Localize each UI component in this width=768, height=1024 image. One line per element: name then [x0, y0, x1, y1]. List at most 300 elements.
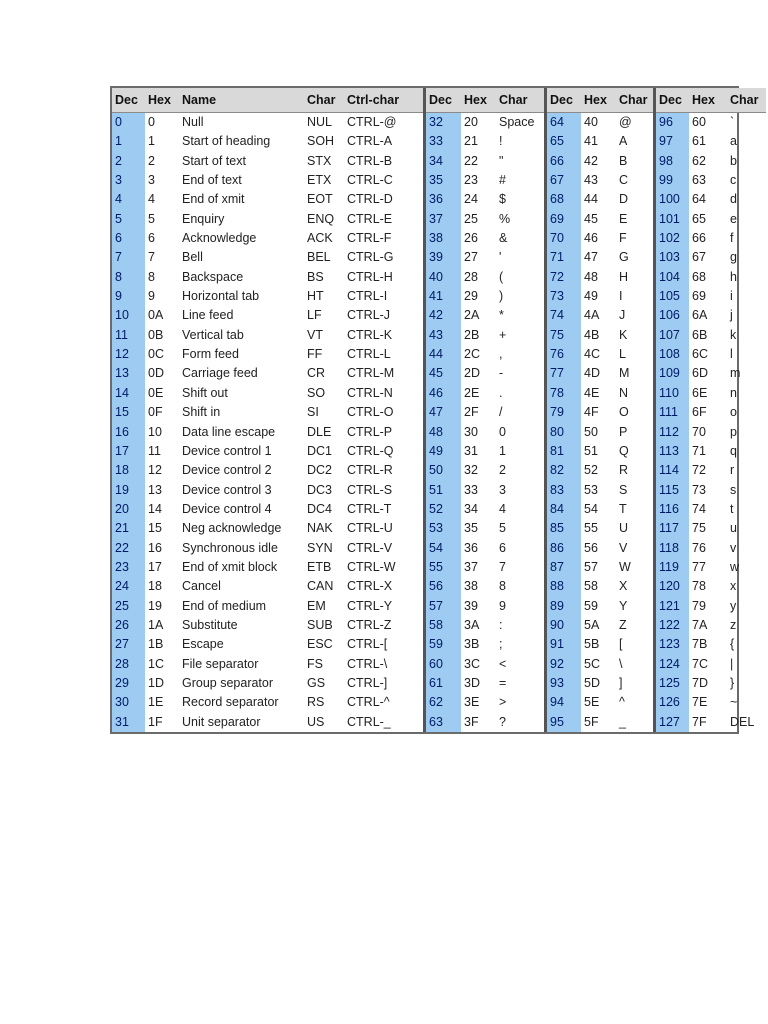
char-cell: e — [730, 211, 737, 226]
table-row — [656, 481, 766, 500]
hex-cell: 5 — [148, 211, 155, 226]
char-cell: ETB — [307, 559, 332, 574]
ctrl-char-cell: CTRL-B — [347, 153, 393, 168]
table-row — [547, 442, 653, 461]
name-cell: Shift out — [182, 385, 228, 400]
table-row — [547, 693, 653, 712]
dec-cell: 9 — [112, 287, 145, 306]
dec-cell: 71 — [547, 248, 581, 267]
dec-cell: 109 — [656, 364, 689, 383]
name-cell: End of text — [182, 173, 242, 188]
ctrl-char-cell: CTRL-H — [347, 269, 393, 284]
char-cell: p — [730, 424, 737, 439]
char-cell: 6 — [499, 540, 506, 555]
hex-cell: 40 — [584, 115, 598, 129]
char-cell: g — [730, 250, 737, 265]
ctrl-char-cell: CTRL-Q — [347, 443, 394, 458]
dec-cell: 91 — [547, 635, 581, 654]
header-char: Char — [307, 93, 336, 107]
hex-cell: 0F — [148, 405, 163, 420]
char-cell: - — [499, 366, 504, 381]
table-row — [547, 403, 653, 422]
ctrl-char-cell: CTRL-P — [347, 424, 393, 439]
hex-cell: 50 — [584, 424, 598, 439]
char-cell: x — [730, 579, 737, 594]
char-cell: DC4 — [307, 501, 333, 516]
name-cell: Shift in — [182, 405, 221, 420]
char-cell: 5 — [499, 521, 506, 536]
hex-cell: 42 — [584, 153, 598, 168]
table-row — [656, 152, 766, 171]
char-cell: | — [730, 656, 734, 671]
char-cell: l — [730, 347, 733, 362]
table-row — [656, 326, 766, 345]
table-row — [112, 597, 423, 616]
hex-cell: 28 — [464, 269, 478, 284]
name-cell: Device control 2 — [182, 463, 272, 478]
table-row — [426, 132, 544, 151]
table-row — [426, 481, 544, 500]
ctrl-char-cell: CTRL-A — [347, 134, 393, 149]
dec-cell: 118 — [656, 539, 689, 558]
dec-cell: 108 — [656, 345, 689, 364]
char-cell: F — [619, 231, 627, 246]
hex-cell: 7B — [692, 637, 708, 652]
dec-cell: 86 — [547, 539, 581, 558]
dec-cell: 7 — [112, 248, 145, 267]
char-cell: < — [499, 656, 507, 671]
ctrl-char-cell: CTRL-Z — [347, 617, 392, 632]
table-row — [112, 113, 423, 132]
table-row — [426, 442, 544, 461]
hex-cell: 52 — [584, 463, 598, 478]
dec-cell: 65 — [547, 132, 581, 151]
table-row — [547, 500, 653, 519]
char-cell: NAK — [307, 521, 333, 536]
table-row — [547, 287, 653, 306]
table-row — [112, 442, 423, 461]
dec-cell: 38 — [426, 229, 461, 248]
ctrl-char-cell: CTRL-T — [347, 501, 392, 516]
char-cell: BS — [307, 269, 324, 284]
header-dec: Dec — [550, 93, 573, 107]
name-cell: Acknowledge — [182, 231, 257, 246]
dec-cell: 70 — [547, 229, 581, 248]
dec-cell: 80 — [547, 423, 581, 442]
char-cell: = — [499, 675, 507, 690]
dec-cell: 110 — [656, 384, 689, 403]
ctrl-char-cell: CTRL-O — [347, 405, 394, 420]
dec-cell: 90 — [547, 616, 581, 635]
table-row — [112, 287, 423, 306]
header-name: Name — [182, 93, 217, 107]
table-row — [426, 403, 544, 422]
table-row — [426, 558, 544, 577]
dec-cell: 125 — [656, 674, 689, 693]
name-cell: Unit separator — [182, 714, 261, 729]
dec-cell: 51 — [426, 481, 461, 500]
table-row — [547, 171, 653, 190]
char-cell: ` — [730, 115, 735, 129]
table-row — [547, 364, 653, 383]
dec-cell: 22 — [112, 539, 145, 558]
dec-cell: 85 — [547, 519, 581, 538]
dec-cell: 33 — [426, 132, 461, 151]
table-row — [547, 210, 653, 229]
hex-cell: 4A — [584, 308, 600, 323]
header-hex: Hex — [148, 93, 171, 107]
table-row — [656, 113, 766, 132]
hex-cell: 65 — [692, 211, 706, 226]
char-cell: B — [619, 153, 628, 168]
table-row — [112, 713, 423, 732]
dec-cell: 93 — [547, 674, 581, 693]
dec-cell: 124 — [656, 655, 689, 674]
char-cell: . — [499, 385, 503, 400]
hex-cell: 0E — [148, 385, 164, 400]
char-cell: c — [730, 173, 737, 188]
table-row — [656, 442, 766, 461]
name-cell: Carriage feed — [182, 366, 258, 381]
dec-cell: 24 — [112, 577, 145, 596]
header-dec: Dec — [659, 93, 682, 107]
hex-cell: 0A — [148, 308, 164, 323]
hex-cell: 76 — [692, 540, 706, 555]
table-row — [426, 616, 544, 635]
hex-cell: 2D — [464, 366, 480, 381]
ctrl-char-cell: CTRL-L — [347, 347, 391, 362]
table-row — [112, 693, 423, 712]
name-cell: Escape — [182, 637, 224, 652]
table-row — [426, 306, 544, 325]
dec-cell: 11 — [112, 326, 145, 345]
hex-cell: 55 — [584, 521, 598, 536]
char-cell: ; — [499, 637, 503, 652]
hex-cell: 6F — [692, 405, 707, 420]
char-cell: / — [499, 405, 503, 420]
hex-cell: 61 — [692, 134, 706, 149]
char-cell: O — [619, 405, 629, 420]
char-cell: i — [730, 289, 733, 304]
char-cell: S — [619, 482, 628, 497]
dec-cell: 103 — [656, 248, 689, 267]
hex-cell: 30 — [464, 424, 478, 439]
dec-cell: 8 — [112, 268, 145, 287]
table-row — [426, 268, 544, 287]
dec-cell: 117 — [656, 519, 689, 538]
table-row — [656, 403, 766, 422]
name-cell: Device control 1 — [182, 443, 272, 458]
table-row — [426, 190, 544, 209]
ctrl-char-cell: CTRL-J — [347, 308, 391, 323]
hex-cell: 79 — [692, 598, 706, 613]
table-row — [112, 674, 423, 693]
dec-cell: 102 — [656, 229, 689, 248]
hex-cell: 32 — [464, 463, 478, 478]
char-cell: ] — [619, 675, 623, 690]
dec-cell: 120 — [656, 577, 689, 596]
char-cell: W — [619, 559, 631, 574]
dec-cell: 6 — [112, 229, 145, 248]
name-cell: Form feed — [182, 347, 239, 362]
dec-cell: 32 — [426, 113, 461, 132]
char-cell: Space — [499, 115, 535, 129]
char-cell: Z — [619, 617, 627, 632]
char-cell: Q — [619, 443, 629, 458]
ctrl-char-cell: CTRL-S — [347, 482, 393, 497]
dec-cell: 39 — [426, 248, 461, 267]
dec-cell: 43 — [426, 326, 461, 345]
header-char: Char — [730, 93, 759, 107]
char-cell: & — [499, 231, 508, 246]
char-cell: ENQ — [307, 211, 335, 226]
hex-cell: 1C — [148, 656, 164, 671]
char-cell: ' — [499, 250, 502, 265]
char-cell: EM — [307, 598, 326, 613]
dec-cell: 100 — [656, 190, 689, 209]
char-cell: X — [619, 579, 628, 594]
char-cell: HT — [307, 289, 324, 304]
table-row — [426, 693, 544, 712]
dec-cell: 14 — [112, 384, 145, 403]
name-cell: Device control 4 — [182, 501, 272, 516]
table-row — [426, 519, 544, 538]
char-cell: > — [499, 695, 507, 710]
hex-cell: 1A — [148, 617, 164, 632]
table-row — [426, 577, 544, 596]
table-row — [547, 655, 653, 674]
dec-cell: 112 — [656, 423, 689, 442]
hex-cell: 2A — [464, 308, 480, 323]
table-row — [656, 597, 766, 616]
dec-cell: 40 — [426, 268, 461, 287]
name-cell: Vertical tab — [182, 327, 244, 342]
char-cell: u — [730, 521, 737, 536]
char-cell: DC3 — [307, 482, 333, 497]
dec-cell: 20 — [112, 500, 145, 519]
table-row — [547, 597, 653, 616]
hex-cell: 24 — [464, 192, 478, 207]
char-cell: Y — [619, 598, 628, 613]
hex-cell: 66 — [692, 231, 706, 246]
hex-cell: 45 — [584, 211, 598, 226]
hex-cell: 18 — [148, 579, 162, 594]
header-dec: Dec — [115, 93, 138, 107]
table-row — [426, 248, 544, 267]
header-char: Char — [619, 93, 648, 107]
char-cell: J — [619, 308, 626, 323]
hex-cell: 5D — [584, 675, 600, 690]
hex-cell: 3F — [464, 714, 479, 729]
name-cell: Horizontal tab — [182, 289, 260, 304]
name-cell: End of medium — [182, 598, 267, 613]
char-cell: $ — [499, 192, 506, 207]
char-cell: L — [619, 347, 626, 362]
name-cell: End of xmit block — [182, 559, 278, 574]
table-row — [656, 364, 766, 383]
char-cell: ? — [499, 714, 506, 729]
dec-cell: 63 — [426, 713, 461, 732]
hex-cell: 71 — [692, 443, 706, 458]
dec-cell: 46 — [426, 384, 461, 403]
char-cell: CAN — [307, 579, 334, 594]
header-dec: Dec — [429, 93, 452, 107]
dec-cell: 104 — [656, 268, 689, 287]
char-cell: } — [730, 675, 735, 690]
table-row — [426, 113, 544, 132]
hex-cell: 27 — [464, 250, 478, 265]
char-cell: , — [499, 347, 503, 362]
table-row — [426, 384, 544, 403]
hex-cell: 29 — [464, 289, 478, 304]
table-row — [656, 423, 766, 442]
dec-cell: 30 — [112, 693, 145, 712]
table-row — [112, 248, 423, 267]
table-row — [426, 500, 544, 519]
hex-cell: 0C — [148, 347, 164, 362]
header-row — [112, 88, 423, 113]
hex-cell: 31 — [464, 443, 478, 458]
table-row — [656, 384, 766, 403]
dec-cell: 56 — [426, 577, 461, 596]
table-row — [547, 635, 653, 654]
char-cell: CR — [307, 366, 326, 381]
char-cell: BEL — [307, 250, 331, 265]
table-row — [547, 113, 653, 132]
char-cell: ~ — [730, 695, 738, 710]
dec-cell: 72 — [547, 268, 581, 287]
hex-cell: 78 — [692, 579, 706, 594]
dec-cell: 114 — [656, 461, 689, 480]
hex-cell: 62 — [692, 153, 706, 168]
hex-cell: 72 — [692, 463, 706, 478]
name-cell: Null — [182, 115, 204, 129]
dec-cell: 49 — [426, 442, 461, 461]
table-row — [547, 306, 653, 325]
table-row — [426, 461, 544, 480]
table-row — [547, 190, 653, 209]
ctrl-char-cell: CTRL-G — [347, 250, 394, 265]
table-row — [656, 190, 766, 209]
hex-cell: 73 — [692, 482, 706, 497]
table-row — [112, 500, 423, 519]
dec-cell: 52 — [426, 500, 461, 519]
char-cell: 3 — [499, 482, 506, 497]
hex-cell: 22 — [464, 153, 478, 168]
header-row — [547, 88, 653, 113]
hex-cell: 13 — [148, 482, 162, 497]
hex-cell: 7C — [692, 656, 708, 671]
header-hex: Hex — [464, 93, 487, 107]
hex-cell: 2C — [464, 347, 480, 362]
table-row — [112, 539, 423, 558]
char-cell: f — [730, 231, 734, 246]
hex-cell: 9 — [148, 289, 155, 304]
table-row — [656, 287, 766, 306]
name-cell: File separator — [182, 656, 259, 671]
char-cell: 9 — [499, 598, 506, 613]
table-row — [547, 132, 653, 151]
hex-cell: 7 — [148, 250, 155, 265]
hex-cell: 67 — [692, 250, 706, 265]
ctrl-char-cell: CTRL-\ — [347, 656, 388, 671]
table-row — [112, 558, 423, 577]
hex-cell: 14 — [148, 501, 162, 516]
dec-cell: 4 — [112, 190, 145, 209]
header-hex: Hex — [584, 93, 607, 107]
table-row — [656, 577, 766, 596]
hex-cell: 4C — [584, 347, 600, 362]
char-cell: FF — [307, 347, 323, 362]
table-row — [656, 132, 766, 151]
table-row — [112, 635, 423, 654]
table-row — [426, 345, 544, 364]
hex-cell: 54 — [584, 501, 598, 516]
table-row — [426, 287, 544, 306]
table-row — [112, 481, 423, 500]
table-row — [547, 152, 653, 171]
table-row — [112, 616, 423, 635]
char-cell: M — [619, 366, 630, 381]
hex-cell: 19 — [148, 598, 162, 613]
char-cell: % — [499, 211, 511, 226]
char-cell: NUL — [307, 115, 333, 129]
table-row — [656, 713, 766, 732]
char-cell: b — [730, 153, 737, 168]
dec-cell: 105 — [656, 287, 689, 306]
dec-cell: 25 — [112, 597, 145, 616]
dec-cell: 83 — [547, 481, 581, 500]
table-row — [112, 268, 423, 287]
hex-cell: 53 — [584, 482, 598, 497]
dec-cell: 94 — [547, 693, 581, 712]
dec-cell: 50 — [426, 461, 461, 480]
table-row — [426, 326, 544, 345]
hex-cell: 16 — [148, 540, 162, 555]
char-cell: h — [730, 269, 737, 284]
dec-cell: 60 — [426, 655, 461, 674]
ctrl-char-cell: CTRL-W — [347, 559, 396, 574]
hex-cell: 59 — [584, 598, 598, 613]
hex-cell: 11 — [148, 443, 161, 458]
hex-cell: 41 — [584, 134, 598, 149]
dec-cell: 34 — [426, 152, 461, 171]
name-cell: Synchronous idle — [182, 540, 278, 555]
name-cell: Backspace — [182, 269, 244, 284]
char-cell: DEL — [730, 714, 755, 729]
hex-cell: 7E — [692, 695, 708, 710]
char-cell: K — [619, 327, 628, 342]
hex-cell: 1 — [148, 134, 155, 149]
table-row — [656, 306, 766, 325]
header-row — [656, 88, 766, 113]
char-cell: I — [619, 289, 623, 304]
char-cell: LF — [307, 308, 322, 323]
table-row — [656, 519, 766, 538]
dec-cell: 17 — [112, 442, 145, 461]
hex-cell: 36 — [464, 540, 478, 555]
hex-cell: 43 — [584, 173, 598, 188]
table-row — [426, 364, 544, 383]
table-row — [547, 519, 653, 538]
char-cell: ACK — [307, 231, 333, 246]
ascii-table — [110, 86, 759, 734]
dec-cell: 35 — [426, 171, 461, 190]
table-row — [547, 384, 653, 403]
char-cell: j — [730, 308, 733, 323]
dec-cell: 0 — [112, 113, 145, 132]
hex-cell: 6E — [692, 385, 708, 400]
